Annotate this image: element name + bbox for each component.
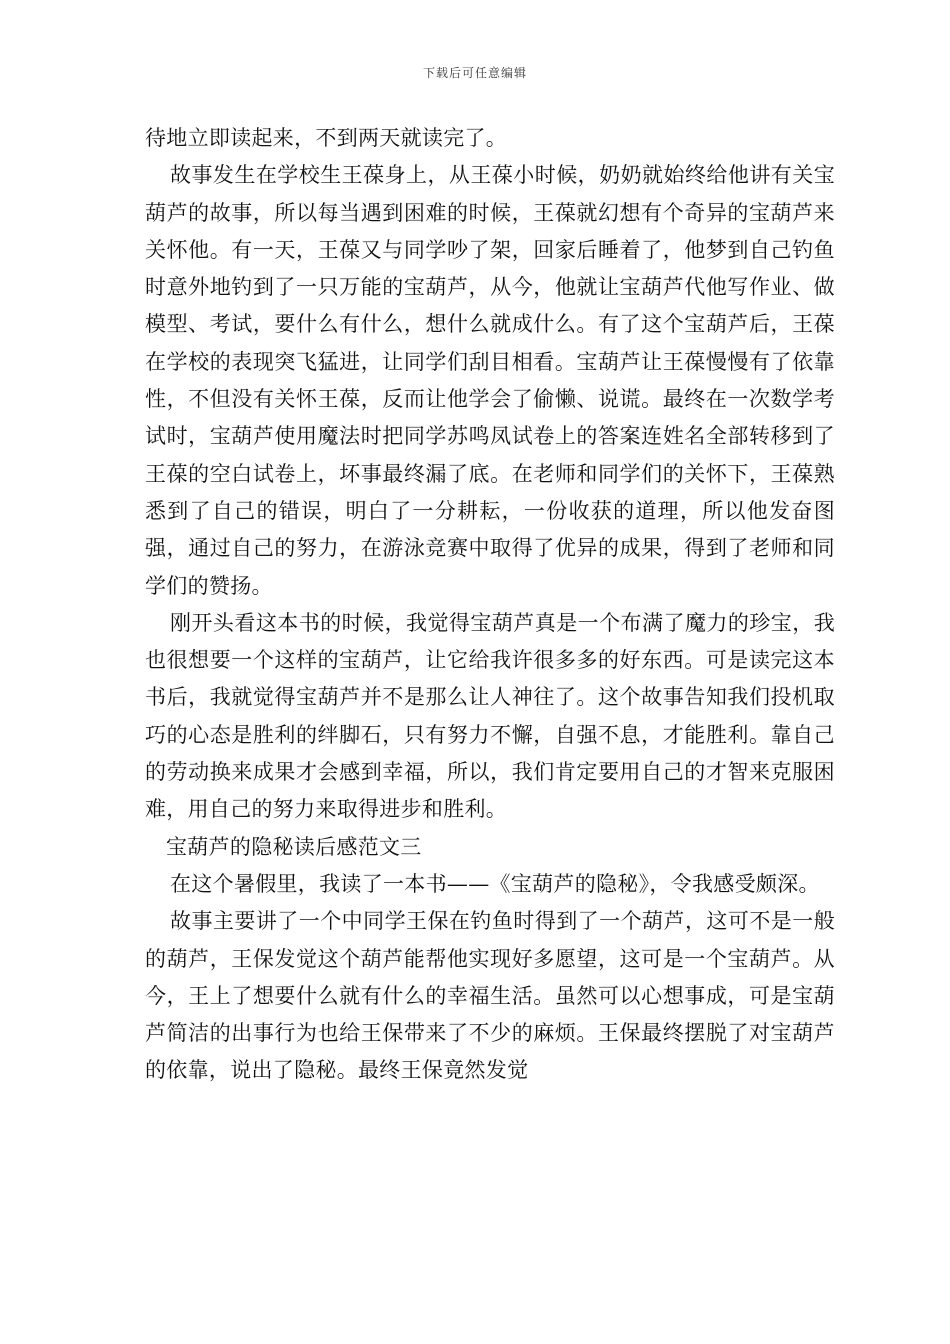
- paragraph-story-summary: 故事发生在学校生王葆身上，从王葆小时候，奶奶就始终给他讲有关宝葫芦的故事，所以每当遇到困难的时候，王葆就幻想有个奇异的宝葫芦来关怀他。有一天，王葆又与同学吵了架，回家后睡着了，他梦到自己钓鱼时意外地钓到了一只万能的宝葫芦，从今，他就让宝葫芦代他写作业、做模型、考试，要什么有什么，想什么就成什么。有了这个宝葫芦后，王葆在学校的表现突飞猛进，让同学们刮目相看。宝葫芦让王葆慢慢有了依靠性，不但没有关怀王葆，反而让他学会了偷懒、说谎。最终在一次数学考试时，宝葫芦使用魔法时把同学苏鸣凤试卷上的答案连姓名全部转移到了王葆的空白试卷上，坏事最终漏了底。在老师和同学们的关怀下，王葆熟悉到了自己的错误，明白了一分耕耘，一份收获的道理，所以他发奋图强，通过自己的努力，在游泳竞赛中取得了优异的成果，得到了老师和同学们的赞扬。: [145, 163, 835, 598]
- paragraph-continuation: 待地立即读起来，不到两天就读完了。: [145, 126, 508, 150]
- section-heading: 宝葫芦的隐秘读后感范文三: [166, 834, 422, 859]
- page-header: 下载后可任意编辑: [422, 66, 527, 80]
- paragraph-reflection: 刚开头看这本书的时候，我觉得宝葫芦真是一个布满了魔力的珍宝，我也很想要一个这样的宝葫芦，让它给我许很多多的好东西。可是读完这本书后，我就觉得宝葫芦并不是那么让人神往了。这个故事告知我们投机取巧的心态是胜利的绊脚石，只有努力不懈，自强不息，才能胜利。靠自己的劳动换来成果才会感到幸福，所以，我们肯定要用自己的才智来克服困难，用自己的努力来取得进步和胜利。: [145, 610, 835, 822]
- document-body: [145, 120, 835, 1090]
- paragraph-intro: 在这个暑假里，我读了一本书——《宝葫芦的隐秘》，令我感受颇深。: [170, 871, 820, 896]
- paragraph-story-main: 故事主要讲了一个中同学王保在钓鱼时得到了一个葫芦，这可不是一般的葫芦，王保发觉这个葫芦能帮他实现好多愿望，这可是一个宝葫芦。从今，王上了想要什么就有什么的幸福生活。虽然可以心想事成，可是宝葫芦简洁的出事行为也给王保带来了不少的麻烦。王保最终摆脱了对宝葫芦的依靠，说出了隐秘。最终王保竟然发觉: [145, 909, 835, 1083]
